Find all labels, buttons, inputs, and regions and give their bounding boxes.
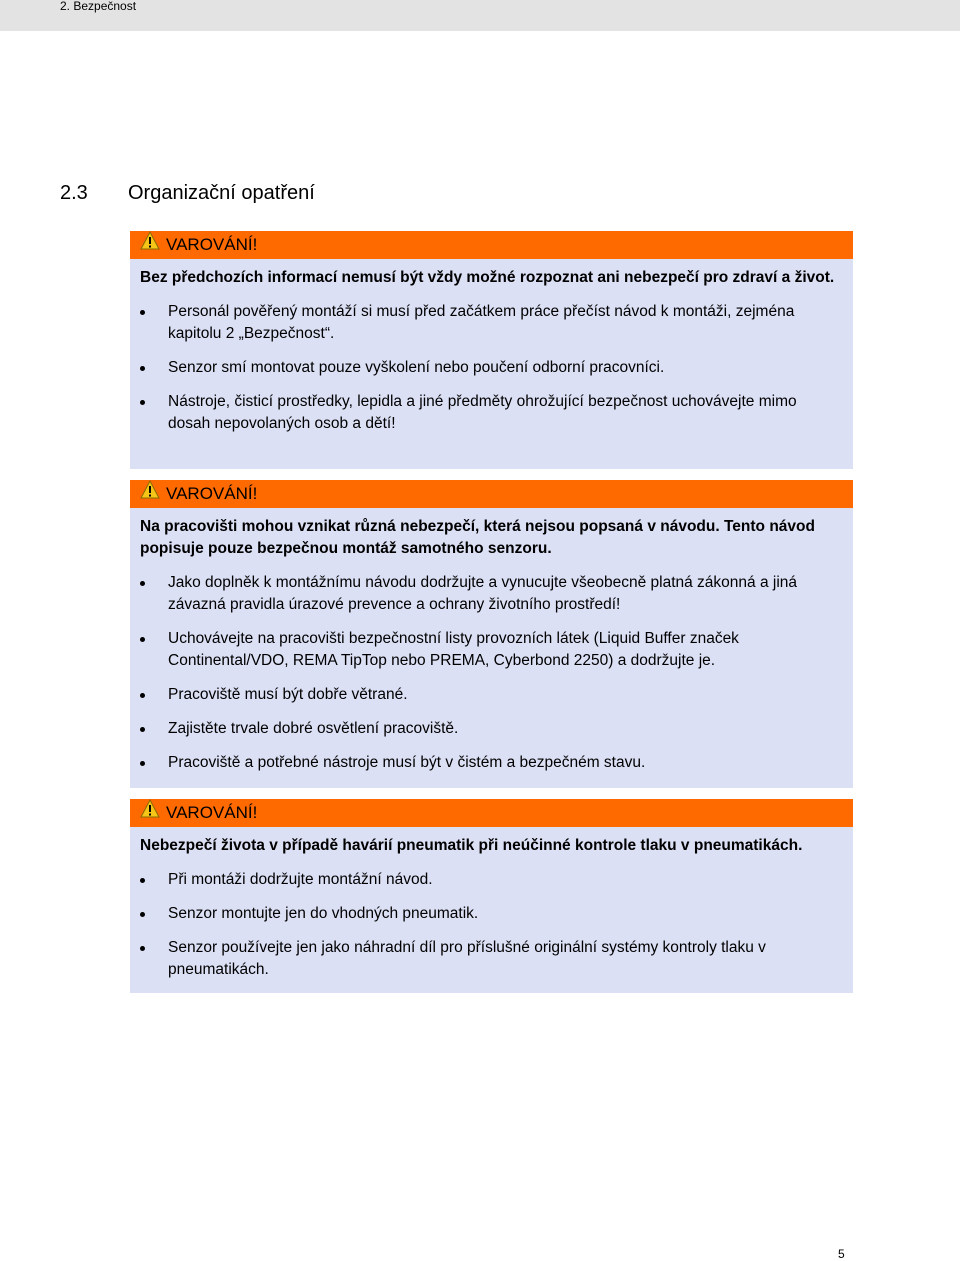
- warning-list: [140, 301, 843, 435]
- warning-header: [130, 231, 853, 259]
- warning-header: [130, 799, 853, 827]
- section-number: 2.3: [60, 182, 88, 204]
- list-item: Personál pověřený montáží si musí před začátkem práce přečíst návod k montáži, zejména kapitolu 2 „Bezpečnost“.: [140, 301, 843, 345]
- list-item: Jako doplněk k montážnímu návodu dodržujte a vynucujte všeobecně platná zákonná a jiná závazná pravidla úrazové prevence a ochrany životního prostředí!: [140, 572, 843, 616]
- warning-triangle-icon: [140, 480, 160, 500]
- warning-list: [140, 572, 843, 774]
- list-item: Při montáži dodržujte montážní návod.: [140, 869, 843, 891]
- section-title: Organizační opatření: [128, 182, 315, 204]
- list-item: Pracoviště a potřebné nástroje musí být v čistém a bezpečném stavu.: [140, 752, 843, 774]
- list-item: Senzor používejte jen jako náhradní díl pro příslušné originální systémy kontroly tlaku v pneumatikách.: [140, 937, 843, 981]
- warning-lead: Nebezpečí života v případě havárií pneumatik při neúčinné kontrole tlaku v pneumatikách.: [140, 837, 803, 854]
- warning-label: VAROVÁNÍ!: [166, 235, 258, 254]
- list-item: Zajistěte trvale dobré osvětlení pracoviště.: [140, 718, 843, 740]
- warning-lead: Na pracovišti mohou vznikat různá nebezpečí, která nejsou popsaná v návodu. Tento návod popisuje pouze bezpečnou montáž samotného senzoru.: [140, 518, 815, 557]
- warning-box-3: [130, 799, 853, 993]
- list-item: Senzor smí montovat pouze vyškolení nebo poučení odborní pracovníci.: [140, 357, 843, 379]
- warning-triangle-icon: [140, 799, 160, 819]
- warning-list: [140, 869, 843, 981]
- section-heading: [60, 181, 315, 205]
- header-chapter-title: 2. Bezpečnost: [60, 0, 137, 13]
- page-number: 5: [838, 1247, 845, 1261]
- warning-box-1: [130, 231, 853, 469]
- warning-header: [130, 480, 853, 508]
- warning-label: VAROVÁNÍ!: [166, 484, 258, 503]
- list-item: Senzor montujte jen do vhodných pneumatik.: [140, 903, 843, 925]
- list-item: Nástroje, čisticí prostředky, lepidla a jiné předměty ohrožující bezpečnost uchovávejte mimo dosah nepovolaných osob a dětí!: [140, 391, 843, 435]
- warning-lead: Bez předchozích informací nemusí být vždy možné rozpoznat ani nebezpečí pro zdraví a život.: [140, 269, 835, 286]
- warning-triangle-icon: [140, 231, 160, 251]
- list-item: Pracoviště musí být dobře větrané.: [140, 684, 843, 706]
- warning-label: VAROVÁNÍ!: [166, 803, 258, 822]
- warning-box-2: [130, 480, 853, 788]
- page-header-bar: [0, 0, 960, 31]
- list-item: Uchovávejte na pracovišti bezpečnostní listy provozních látek (Liquid Buffer značek Continental/VDO, REMA TipTop nebo PREMA, Cyberbond 2250) a dodržujte je.: [140, 628, 843, 672]
